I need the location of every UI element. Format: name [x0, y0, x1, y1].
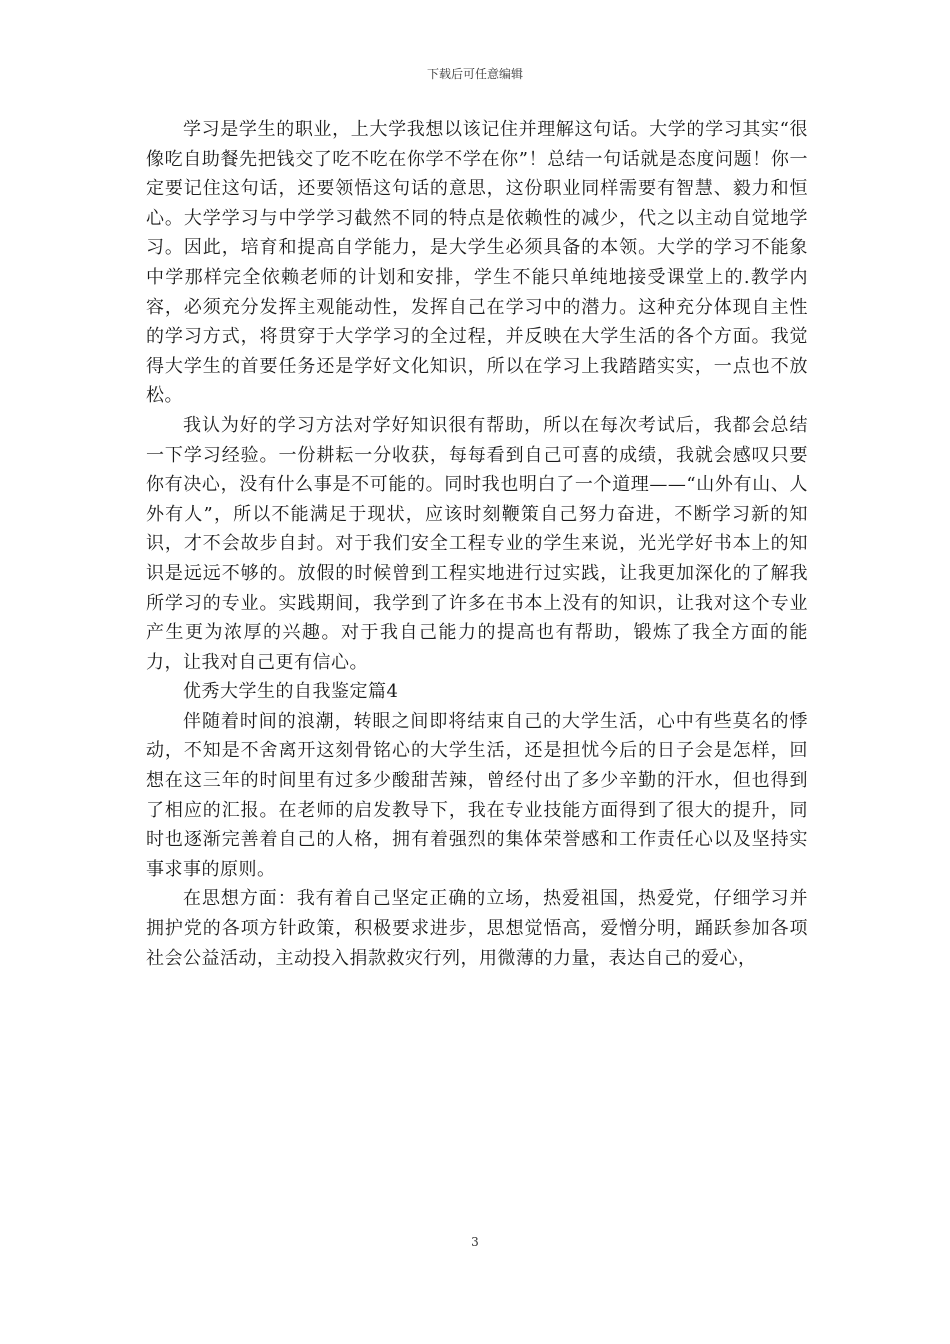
paragraph-ideology: 在思想方面：我有着自己坚定正确的立场，热爱祖国，热爱党，仔细学习并拥护党的各项方针政策，积极要求进步，思想觉悟高，爱憎分明，踊跃参加各项社会公益活动，主动投入捐款救灾行列，用微薄的力量，表达自己的爱心， [146, 888, 808, 969]
paragraph-study-duty: 学习是学生的职业，上大学我想以该记住并理解这句话。大学的学习其实“很像吃自助餐先把钱交了吃不吃在你学不学在你”！总结一句话就是态度问题！你一定要记住这句话，还要领悟这句话的意思，这份职业同样需要有智慧、毅力和恒心。大学学习与中学学习截然不同的特点是依赖性的减少，代之以主动自觉地学习。因此，培育和提高自学能力，是大学生必须具备的本领。大学的学习不能象中学那样完全依赖老师的计划和安排，学生不能只单纯地接受课堂上的.教学内容，必须充分发挥主观能动性，发挥自己在学习中的潜力。这种充分体现自主性的学习方式，将贯穿于大学学习的全过程，并反映在大学生活的各个方面。我觉得大学生的首要任务还是学好文化知识，所以在学习上我踏踏实实，一点也不放松。 [146, 119, 808, 407]
paragraph-study-method: 我认为好的学习方法对学好知识很有帮助，所以在每次考试后，我都会总结一下学习经验。一份耕耘一分收获，每每看到自己可喜的成绩，我就会感叹只要你有决心，没有什么事是不可能的。同时我也明白了一个道理——“山外有山、人外有人”，所以不能满足于现状，应该时刻鞭策自己努力奋进，不断学习新的知识，才不会故步自封。对于我们安全工程专业的学生来说，光光学好书本上的知识是远远不够的。放假的时候曾到工程实地进行过实践，让我更加深化的了解我所学习的专业。实践期间，我学到了许多在书本上没有的知识，让我对这个专业产生更为浓厚的兴趣。对于我自己能力的提高也有帮助，锻炼了我全方面的能力，让我对自己更有信心。 [146, 414, 808, 673]
page-number: 3 [471, 1235, 479, 1249]
section-heading: 优秀大学生的自我鉴定篇4 [183, 681, 399, 703]
paragraph-college-life: 伴随着时间的浪潮，转眼之间即将结束自己的大学生活，心中有些莫名的悸动，不知是不舍离开这刻骨铭心的大学生活，还是担忧今后的日子会是怎样，回想在这三年的时间里有过多少酸甜苦辣，曾经付出了多少辛勤的汗水，但也得到了相应的汇报。在老师的启发教导下，我在专业技能方面得到了很大的提升，同时也逐渐完善着自己的人格，拥有着强烈的集体荣誉感和工作责任心以及坚持实事求事的原则。 [146, 710, 808, 880]
page-header: 下载后可任意编辑 [426, 67, 523, 81]
document-body [146, 115, 808, 973]
